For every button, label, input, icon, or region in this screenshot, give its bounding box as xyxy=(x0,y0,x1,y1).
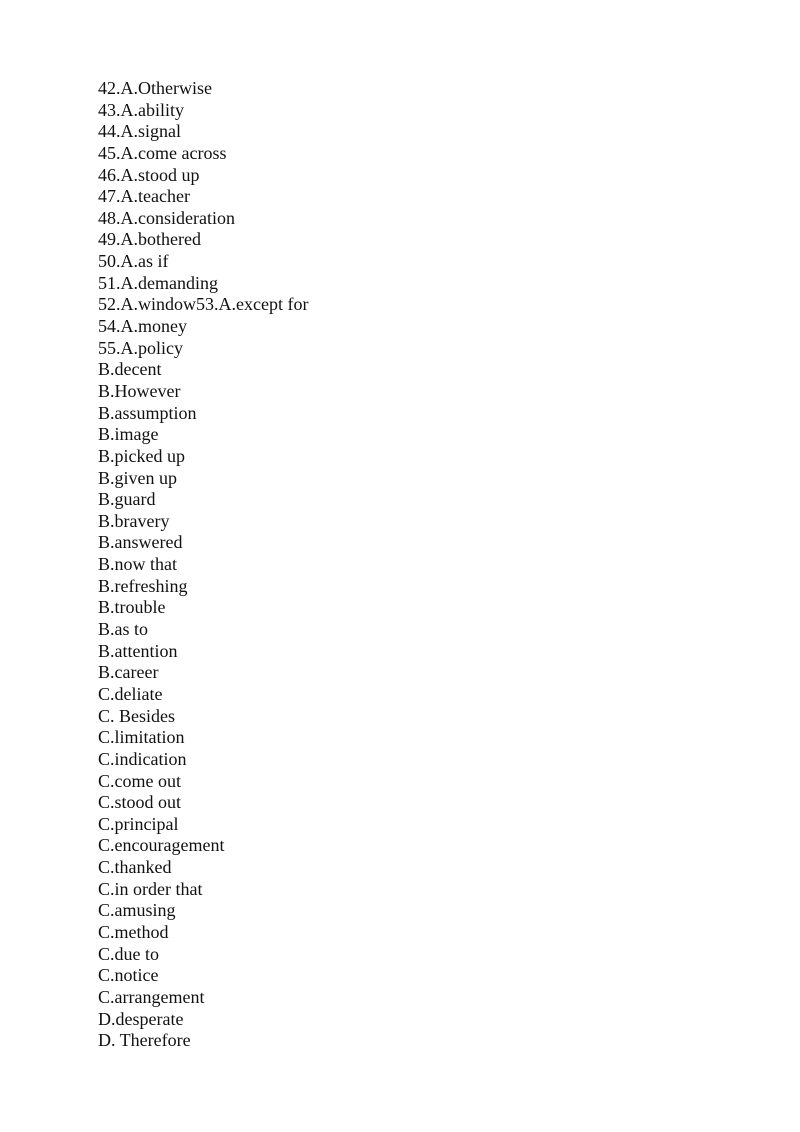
answer-line: C.principal xyxy=(98,813,179,834)
answer-line: C.method xyxy=(98,921,169,942)
answer-option-list xyxy=(98,78,308,1052)
answer-line: 43.A.ability xyxy=(98,99,184,120)
answer-line: B.as to xyxy=(98,619,149,640)
answer-line: 48.A.consideration xyxy=(98,207,235,228)
answer-line: D. Therefore xyxy=(98,1030,191,1051)
answer-line: C.indication xyxy=(98,748,187,769)
answer-line: 45.A.come across xyxy=(98,142,227,163)
answer-line: B.bravery xyxy=(98,510,170,531)
answer-line: B.now that xyxy=(98,554,177,575)
answer-line: B.image xyxy=(98,424,159,445)
answer-line: 52.A.window53.A.except for xyxy=(98,294,309,315)
answer-line: C.in order that xyxy=(98,878,203,899)
answer-line: C.come out xyxy=(98,770,181,791)
answer-line: B.assumption xyxy=(98,402,197,423)
answer-line: 47.A.teacher xyxy=(98,186,190,207)
answer-line: C.encouragement xyxy=(98,835,225,856)
answer-line: 42.A.Otherwise xyxy=(98,78,212,98)
answer-line: C.stood out xyxy=(98,792,182,813)
answer-line: 51.A.demanding xyxy=(98,272,218,293)
answer-line: C.amusing xyxy=(98,900,176,921)
answer-line: B.decent xyxy=(98,359,162,380)
answer-line: B.refreshing xyxy=(98,575,188,596)
answer-line: 55.A.policy xyxy=(98,337,183,358)
answer-line: B.given up xyxy=(98,467,177,488)
answer-line: C.arrangement xyxy=(98,986,205,1007)
answer-line: 49.A.bothered xyxy=(98,229,201,250)
answer-line: B.trouble xyxy=(98,597,166,618)
answer-line: 54.A.money xyxy=(98,316,187,337)
answer-line: B.answered xyxy=(98,532,183,553)
answer-line: C.thanked xyxy=(98,857,172,878)
answer-line: C.due to xyxy=(98,943,159,964)
answer-line: B.attention xyxy=(98,640,178,661)
answer-line: C.notice xyxy=(98,965,159,986)
answer-line: B.picked up xyxy=(98,445,185,466)
answer-line: 44.A.signal xyxy=(98,121,181,142)
answer-line: B.However xyxy=(98,380,181,401)
answer-line: B.career xyxy=(98,662,159,683)
answer-line: C.limitation xyxy=(98,727,185,748)
answer-line: D.desperate xyxy=(98,1008,184,1029)
answer-line: 50.A.as if xyxy=(98,251,169,272)
answer-line: C.deliate xyxy=(98,683,163,704)
answer-line: B.guard xyxy=(98,489,156,510)
answer-line: C. Besides xyxy=(98,705,176,726)
answer-line: 46.A.stood up xyxy=(98,164,200,185)
